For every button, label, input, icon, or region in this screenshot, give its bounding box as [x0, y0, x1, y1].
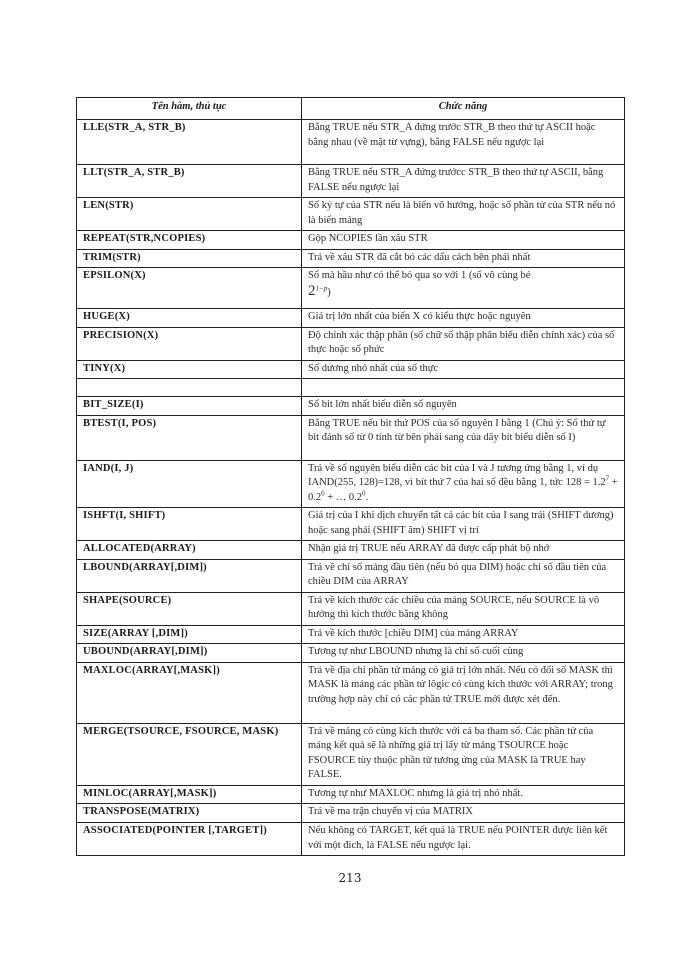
exponent: 0 — [362, 489, 366, 497]
page-number: 213 — [338, 871, 362, 885]
function-description-cell: Trả về kích thước các chiều của mảng SOURCE, nếu SOURCE là vô hướng thì kích thước bằng không — [302, 592, 625, 625]
function-name-cell: BTEST(I, POS) — [77, 415, 302, 460]
table-row — [77, 268, 625, 309]
table-body — [77, 120, 625, 856]
description-text: + 0.2 — [308, 477, 618, 503]
function-description-cell: Trả về xâu STR đã cắt bỏ các dấu cách bên phải nhất — [302, 249, 625, 268]
table-row — [77, 379, 625, 397]
function-description-cell: Gộp NCOPIES lần xâu STR — [302, 231, 625, 250]
table-row — [77, 785, 625, 804]
function-name-cell: TRIM(STR) — [77, 249, 302, 268]
function-description-cell: Trả về mảng có cùng kích thước với cả ba tham số. Các phần tử của mảng kết quả sẽ là những giá trị lấy từ mảng TSOURCE hoặc FSOURCE tùy thuộc phần tử tương ứng của MASK là TRUE hay FALSE. — [302, 723, 625, 785]
table-row — [77, 198, 625, 231]
table-row — [77, 327, 625, 360]
function-description-cell: Tương tự như MAXLOC nhưng là giá trị nhỏ nhất. — [302, 785, 625, 804]
function-description-cell: Giá trị lớn nhất của biến X có kiểu thực hoặc nguyên — [302, 309, 625, 328]
table-row — [77, 804, 625, 823]
function-name-cell: ASSOCIATED(POINTER [,TARGET]) — [77, 823, 302, 856]
function-name-cell: MAXLOC(ARRAY[,MASK]) — [77, 662, 302, 723]
function-name-cell: PRECISION(X) — [77, 327, 302, 360]
table-row — [77, 508, 625, 541]
formula-base: 2 — [308, 282, 316, 299]
table-row — [77, 823, 625, 856]
function-description-cell: Độ chính xác thập phân (số chữ số thập phân biểu diễn chính xác) của số thực hoặc số phức — [302, 327, 625, 360]
table-row — [77, 249, 625, 268]
table-row — [77, 415, 625, 460]
table-row — [77, 662, 625, 723]
table-row — [77, 360, 625, 379]
table-row — [77, 559, 625, 592]
table-row — [77, 541, 625, 560]
function-name-cell: UBOUND(ARRAY[,DIM]) — [77, 644, 302, 663]
function-name-cell: REPEAT(STR,NCOPIES) — [77, 231, 302, 250]
function-description-cell: Tương tự như LBOUND nhưng là chỉ số cuối cùng — [302, 644, 625, 663]
function-name-cell: EPSILON(X) — [77, 268, 302, 309]
table-row — [77, 231, 625, 250]
function-description-cell — [302, 379, 625, 397]
function-name-cell: TRANSPOSE(MATRIX) — [77, 804, 302, 823]
function-name-cell: BIT_SIZE(I) — [77, 397, 302, 416]
function-name-cell: ISHFT(I, SHIFT) — [77, 508, 302, 541]
function-name-cell: LEN(STR) — [77, 198, 302, 231]
header-function-name: Tên hàm, thủ tục — [77, 98, 302, 120]
function-name-cell — [77, 379, 302, 397]
table-row — [77, 644, 625, 663]
table-row — [77, 397, 625, 416]
function-name-cell: LLE(STR_A, STR_B) — [77, 120, 302, 165]
function-name-cell: LBOUND(ARRAY[,DIM]) — [77, 559, 302, 592]
description-text: Trả về số nguyên biểu diễn các bit của I và J tương ứng bằng 1, ví dụ IAND(255, 128)=128, vì bít thứ 7 của hai số đều bằng 1, tức 128 = 1.2 — [308, 462, 606, 488]
function-description-cell: Nếu không có TARGET, kết quả là TRUE nếu POINTER được liên kết với một đích, là FALSE nếu ngược lại. — [302, 823, 625, 856]
formula-exponent: 1−p — [315, 284, 328, 292]
function-description-cell: Bằng TRUE nếu STR_A đứng trước STR_B theo thứ tự ASCII hoặc bằng nhau (về mặt từ vựng), bằng FALSE nếu ngược lại — [302, 120, 625, 165]
function-name-cell: SHAPE(SOURCE) — [77, 592, 302, 625]
function-description-cell: Bằng TRUE nếu STR_A đứng trướcc STR_B theo thứ tự ASCII, bằng FALSE nếu ngược lại — [302, 165, 625, 198]
function-description-cell: Số bit lớn nhất biểu diễn số nguyên — [302, 397, 625, 416]
function-name-cell: MINLOC(ARRAY[,MASK]) — [77, 785, 302, 804]
description-text: . — [365, 491, 369, 503]
function-name-cell: SIZE(ARRAY [,DIM]) — [77, 625, 302, 644]
function-description-cell: Số dương nhỏ nhất của số thực — [302, 360, 625, 379]
function-name-cell: LLT(STR_A, STR_B) — [77, 165, 302, 198]
function-description-cell: Trả về kích thước [chiều DIM] của mảng ARRAY — [302, 625, 625, 644]
function-description-cell: Trả về chỉ số mảng đầu tiên (nếu bỏ qua DIM) hoặc chỉ số đầu tiên của chiều DIM của ARRAY — [302, 559, 625, 592]
description-tail: ) — [327, 286, 331, 298]
function-name-cell: ALLOCATED(ARRAY) — [77, 541, 302, 560]
function-name-cell: IAND(I, J) — [77, 460, 302, 508]
table-row — [77, 723, 625, 785]
function-description-cell: Nhận giá trị TRUE nếu ARRAY đã được cấp phát bộ nhớ — [302, 541, 625, 560]
function-name-cell: MERGE(TSOURCE, FSOURCE, MASK) — [77, 723, 302, 785]
function-table — [76, 97, 625, 856]
header-description: Chức năng — [302, 98, 625, 120]
function-description-cell: Bằng TRUE nếu bit thứ POS của số nguyên I bằng 1 (Chú ý: Số thứ tự bit đánh số từ 0 tính từ bên phải sang của dãy bít biểu diễn số I) — [302, 415, 625, 460]
table-row — [77, 165, 625, 198]
function-description-cell: Trả về địa chỉ phần tử mảng có giá trị lớn nhất. Nếu có đối số MASK thì MASK là mảng các phần tử lôgic có cùng kích thước với ARRAY; trong trường hợp này chỉ có các phần tử TRUE mới được xét đến. — [302, 662, 625, 723]
table-row — [77, 460, 625, 508]
function-description-cell: Giá trị của I khi dịch chuyển tất cả các bít của I sang trái (SHIFT dương) hoặc sang phải (SHIFT âm) SHIFT vị trí — [302, 508, 625, 541]
table-row — [77, 309, 625, 328]
function-description-cell — [302, 268, 625, 309]
description-text: + … 0.2 — [324, 491, 363, 503]
function-name-cell: HUGE(X) — [77, 309, 302, 328]
table-row — [77, 120, 625, 165]
function-name-cell: TINY(X) — [77, 360, 302, 379]
table-header-row — [77, 98, 625, 120]
function-description-cell: Trả về ma trận chuyển vị của MATRIX — [302, 804, 625, 823]
exponent: 6 — [321, 489, 325, 497]
description-text: Số mà hầu như có thể bỏ qua so với 1 (số vô cùng bé — [308, 270, 531, 281]
exponent: 7 — [605, 474, 610, 483]
table-row — [77, 592, 625, 625]
function-description-cell: Số ký tự của STR nếu là biến vô hướng, hoặc số phần tử của STR nếu nó là biến mảng — [302, 198, 625, 231]
table-row — [77, 625, 625, 644]
function-description-cell — [302, 460, 625, 508]
